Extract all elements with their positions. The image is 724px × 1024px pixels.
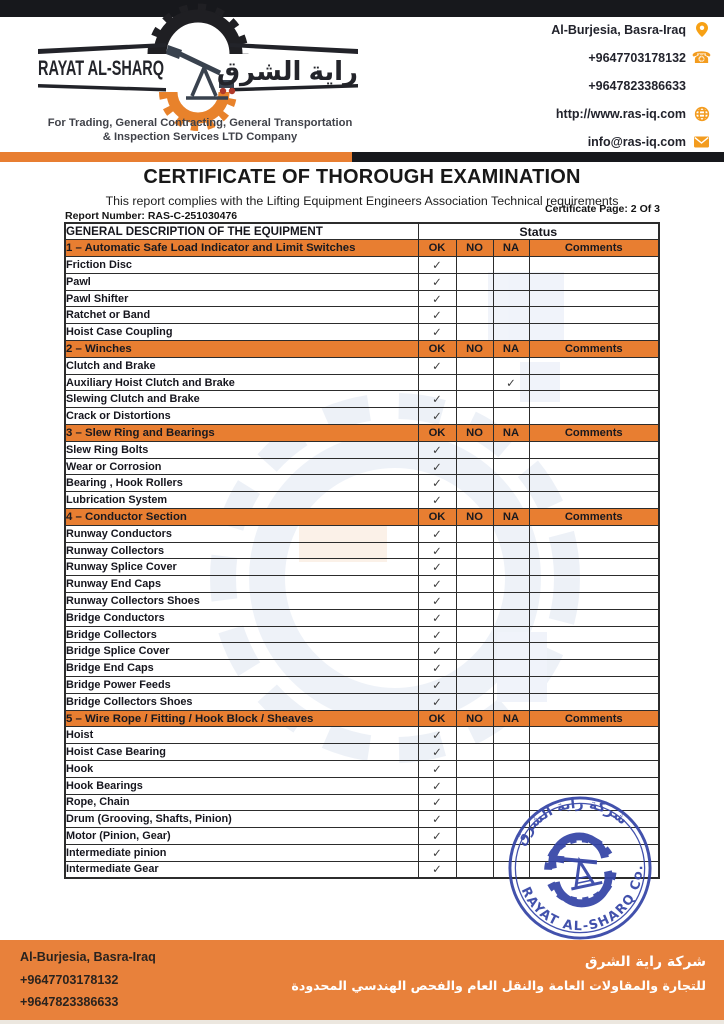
status-column-label: OK — [418, 425, 456, 442]
status-cell-ok: ✓ — [418, 257, 456, 274]
equipment-item-row — [65, 761, 659, 778]
item-label: Hoist — [65, 727, 418, 744]
equipment-item-row — [65, 593, 659, 610]
status-cell-comments — [529, 525, 659, 542]
status-cell-na — [493, 744, 529, 761]
status-cell-ok: ✓ — [418, 458, 456, 475]
status-column-label: NO — [456, 240, 493, 257]
status-cell-no — [456, 257, 493, 274]
equipment-item-row — [65, 693, 659, 710]
equipment-item-row — [65, 458, 659, 475]
empty-icon-slot — [693, 77, 710, 94]
status-cell-comments — [529, 257, 659, 274]
equipment-item-row — [65, 559, 659, 576]
item-label: Clutch and Brake — [65, 357, 418, 374]
item-label: Crack or Distortions — [65, 408, 418, 425]
contact-row-phone2 — [588, 75, 710, 96]
status-cell-ok: ✓ — [418, 609, 456, 626]
status-column-label: Comments — [529, 710, 659, 727]
status-cell-na — [493, 727, 529, 744]
section-title: 3 – Slew Ring and Bearings — [65, 425, 418, 442]
equipment-item-row — [65, 777, 659, 794]
status-cell-no — [456, 525, 493, 542]
status-cell-na — [493, 391, 529, 408]
equipment-item-row — [65, 357, 659, 374]
status-cell-no — [456, 273, 493, 290]
status-cell-no — [456, 374, 493, 391]
footer-phone1: +9647703178132 — [20, 972, 119, 987]
item-label: Drum (Grooving, Shafts, Pinion) — [65, 811, 418, 828]
equipment-item-row — [65, 475, 659, 492]
status-cell-no — [456, 391, 493, 408]
phone2-text: +9647823386633 — [588, 78, 686, 93]
envelope-icon — [693, 135, 710, 149]
company-logo — [26, 16, 374, 120]
status-cell-na — [493, 660, 529, 677]
item-label: Friction Disc — [65, 257, 418, 274]
item-label: Auxiliary Hoist Clutch and Brake — [65, 374, 418, 391]
contact-row-address — [551, 19, 710, 40]
footer-address: Al-Burjesia, Basra-Iraq — [20, 950, 156, 964]
status-cell-comments — [529, 626, 659, 643]
status-cell-na — [493, 559, 529, 576]
status-cell-no — [456, 441, 493, 458]
status-cell-no — [456, 693, 493, 710]
status-cell-comments — [529, 475, 659, 492]
status-cell-no — [456, 626, 493, 643]
status-cell-no — [456, 593, 493, 610]
status-column-label: NA — [493, 710, 529, 727]
status-cell-comments — [529, 441, 659, 458]
status-cell-no — [456, 761, 493, 778]
divider-orange-bar — [0, 152, 352, 162]
status-cell-na — [493, 408, 529, 425]
phone1-text: +9647703178132 — [588, 50, 686, 65]
status-cell-ok: ✓ — [418, 492, 456, 509]
equipment-item-row — [65, 273, 659, 290]
status-header: Status — [418, 223, 659, 240]
status-cell-ok: ✓ — [418, 475, 456, 492]
status-cell-comments — [529, 492, 659, 509]
status-column-label: NO — [456, 710, 493, 727]
equipment-item-row — [65, 744, 659, 761]
status-cell-no — [456, 475, 493, 492]
status-cell-ok: ✓ — [418, 542, 456, 559]
equipment-item-row — [65, 727, 659, 744]
status-cell-comments — [529, 290, 659, 307]
contact-row-website — [556, 104, 710, 125]
equipment-item-row — [65, 660, 659, 677]
item-label: Motor (Pinion, Gear) — [65, 828, 418, 845]
status-cell-comments — [529, 542, 659, 559]
status-cell-comments — [529, 458, 659, 475]
section-title: 2 – Winches — [65, 341, 418, 358]
status-cell-comments — [529, 559, 659, 576]
status-cell-ok: ✓ — [418, 761, 456, 778]
website-text: http://www.ras-iq.com — [555, 107, 686, 122]
status-cell-ok: ✓ — [418, 408, 456, 425]
email-text: info@ras-iq.com — [587, 135, 686, 150]
status-cell-comments — [529, 761, 659, 778]
status-cell-no — [456, 307, 493, 324]
footer-company-name-ar: شركة راية الشرق — [585, 954, 706, 970]
status-cell-na — [493, 307, 529, 324]
status-cell-na — [493, 441, 529, 458]
section-title: 1 – Automatic Safe Load Indicator and Limit Switches — [65, 240, 418, 257]
item-label: Hoist Case Coupling — [65, 324, 418, 341]
status-cell-ok: ✓ — [418, 693, 456, 710]
status-cell-na — [493, 324, 529, 341]
page-subtitle: This report complies with the Lifting Equipment Engineers Association Technical requirements — [105, 194, 619, 208]
equipment-item-row — [65, 307, 659, 324]
equipment-item-row — [65, 492, 659, 509]
item-label: Bridge Collectors Shoes — [65, 693, 418, 710]
status-cell-no — [456, 458, 493, 475]
footer-contact-block — [20, 946, 156, 1014]
item-label: Runway Conductors — [65, 525, 418, 542]
section-title: 5 – Wire Rope / Fitting / Hook Block / Sheaves — [65, 710, 418, 727]
status-cell-na — [493, 626, 529, 643]
status-cell-na — [493, 525, 529, 542]
status-cell-na: ✓ — [493, 374, 529, 391]
divider-black-bar — [352, 152, 724, 162]
status-cell-ok: ✓ — [418, 559, 456, 576]
status-cell-ok: ✓ — [418, 525, 456, 542]
item-label: Runway Collectors Shoes — [65, 593, 418, 610]
status-column-label: NO — [456, 341, 493, 358]
status-cell-na — [493, 357, 529, 374]
status-cell-no — [456, 492, 493, 509]
item-label: Runway End Caps — [65, 576, 418, 593]
footer-company-desc-ar: للتجارة والمقاولات العامة والنقل العام والفحص الهندسي المحدودة — [291, 978, 706, 993]
status-cell-comments — [529, 744, 659, 761]
equipment-item-row — [65, 374, 659, 391]
status-cell-ok: ✓ — [418, 660, 456, 677]
status-cell-na — [493, 593, 529, 610]
status-cell-ok: ✓ — [418, 811, 456, 828]
status-cell-ok: ✓ — [418, 861, 456, 878]
status-cell-na — [493, 290, 529, 307]
status-cell-ok: ✓ — [418, 626, 456, 643]
item-label: Rope, Chain — [65, 794, 418, 811]
status-column-label: NA — [493, 509, 529, 526]
status-column-label: Comments — [529, 240, 659, 257]
footer-phone2: +9647823386633 — [20, 995, 119, 1009]
status-cell-comments — [529, 609, 659, 626]
section-title: 4 – Conductor Section — [65, 509, 418, 526]
status-cell-no — [456, 408, 493, 425]
item-label: Pawl — [65, 273, 418, 290]
phone-icon: ☎ — [691, 48, 712, 68]
status-cell-comments — [529, 357, 659, 374]
status-cell-na — [493, 273, 529, 290]
item-label: Ratchet or Band — [65, 307, 418, 324]
status-column-label: OK — [418, 240, 456, 257]
equipment-item-row — [65, 677, 659, 694]
equipment-table — [64, 222, 660, 879]
status-cell-comments — [529, 324, 659, 341]
address-text: Al-Burjesia, Basra-Iraq — [551, 22, 686, 37]
status-cell-no — [456, 794, 493, 811]
status-cell-ok: ✓ — [418, 357, 456, 374]
item-label: Hook — [65, 761, 418, 778]
status-cell-comments — [529, 593, 659, 610]
status-cell-no — [456, 727, 493, 744]
status-cell-comments — [529, 693, 659, 710]
tagline-line-2: & Inspection Services LTD Company — [102, 131, 298, 143]
item-label: Hook Bearings — [65, 777, 418, 794]
status-cell-ok: ✓ — [418, 794, 456, 811]
status-cell-comments — [529, 307, 659, 324]
globe-icon — [694, 106, 710, 122]
equipment-item-row — [65, 525, 659, 542]
item-label: Runway Splice Cover — [65, 559, 418, 576]
status-cell-no — [456, 559, 493, 576]
status-cell-comments — [529, 677, 659, 694]
footer-company-block — [291, 950, 706, 998]
equipment-item-row — [65, 441, 659, 458]
status-column-label: Comments — [529, 341, 659, 358]
status-cell-ok: ✓ — [418, 744, 456, 761]
equipment-item-row — [65, 324, 659, 341]
equipment-item-row — [65, 408, 659, 425]
contact-row-phone1 — [588, 47, 710, 68]
status-cell-ok: ✓ — [418, 391, 456, 408]
status-cell-na — [493, 777, 529, 794]
status-column-label: NA — [493, 240, 529, 257]
status-cell-no — [456, 290, 493, 307]
status-cell-na — [493, 475, 529, 492]
status-cell-na — [493, 609, 529, 626]
equipment-item-row — [65, 542, 659, 559]
equipment-item-row — [65, 257, 659, 274]
item-label: Slew Ring Bolts — [65, 441, 418, 458]
status-cell-no — [456, 542, 493, 559]
brand-name-ar: راية الشرق — [216, 56, 358, 86]
status-cell-comments — [529, 273, 659, 290]
item-label: Intermediate pinion — [65, 844, 418, 861]
equipment-table-body — [65, 223, 659, 878]
status-cell-no — [456, 660, 493, 677]
contact-block — [551, 19, 710, 160]
item-label: Wear or Corrosion — [65, 458, 418, 475]
item-label: Hoist Case Bearing — [65, 744, 418, 761]
status-cell-comments — [529, 408, 659, 425]
status-column-label: OK — [418, 710, 456, 727]
status-cell-no — [456, 861, 493, 878]
table-header-row — [65, 223, 659, 240]
status-cell-na — [493, 761, 529, 778]
status-cell-ok: ✓ — [418, 828, 456, 845]
status-cell-ok: ✓ — [418, 290, 456, 307]
brand-name-en: RAYAT AL-SHARQ — [38, 57, 164, 80]
item-label: Intermediate Gear — [65, 861, 418, 878]
status-cell-no — [456, 811, 493, 828]
status-cell-no — [456, 643, 493, 660]
section-header-row — [65, 240, 659, 257]
status-cell-na — [493, 257, 529, 274]
top-bar — [0, 0, 724, 17]
tagline-line-1: For Trading, General Contracting, General Transportation — [47, 117, 353, 129]
brand-tagline — [26, 116, 374, 144]
status-cell-comments — [529, 391, 659, 408]
status-cell-no — [456, 777, 493, 794]
status-cell-no — [456, 677, 493, 694]
section-header-row — [65, 509, 659, 526]
status-column-label: OK — [418, 341, 456, 358]
status-cell-na — [493, 677, 529, 694]
footer — [0, 940, 724, 1020]
certificate-page-label: Certificate Page: 2 Of 3 — [545, 203, 660, 215]
status-cell-na — [493, 542, 529, 559]
company-stamp — [492, 780, 668, 956]
stamp-english-text: RAYAT AL-SHARQ Co. — [517, 863, 647, 935]
status-cell-comments — [529, 643, 659, 660]
status-cell-ok: ✓ — [418, 307, 456, 324]
status-cell-ok: ✓ — [418, 777, 456, 794]
item-label: Lubrication System — [65, 492, 418, 509]
stamp-arabic-text: شركة راية الشرق — [512, 795, 631, 849]
status-column-label: NO — [456, 509, 493, 526]
page-title: CERTIFICATE OF THOROUGH EXAMINATION — [143, 166, 581, 188]
status-cell-no — [456, 324, 493, 341]
item-label: Bridge Conductors — [65, 609, 418, 626]
equipment-item-row — [65, 609, 659, 626]
status-cell-no — [456, 576, 493, 593]
status-cell-comments — [529, 576, 659, 593]
status-column-label: NA — [493, 425, 529, 442]
status-cell-comments — [529, 660, 659, 677]
item-label: Bridge Power Feeds — [65, 677, 418, 694]
status-column-label: OK — [418, 509, 456, 526]
status-cell-na — [493, 693, 529, 710]
equipment-item-row — [65, 626, 659, 643]
status-cell-no — [456, 609, 493, 626]
item-label: Slewing Clutch and Brake — [65, 391, 418, 408]
status-cell-no — [456, 357, 493, 374]
section-header-row — [65, 341, 659, 358]
status-cell-ok: ✓ — [418, 324, 456, 341]
status-cell-ok — [418, 374, 456, 391]
status-cell-na — [493, 576, 529, 593]
item-label: Bridge Splice Cover — [65, 643, 418, 660]
equipment-item-row — [65, 391, 659, 408]
section-header-row — [65, 710, 659, 727]
status-cell-ok: ✓ — [418, 643, 456, 660]
status-cell-no — [456, 828, 493, 845]
item-label: Runway Collectors — [65, 542, 418, 559]
status-cell-na — [493, 492, 529, 509]
section-header-row — [65, 425, 659, 442]
equipment-item-row — [65, 576, 659, 593]
status-cell-comments — [529, 727, 659, 744]
item-label: Bridge End Caps — [65, 660, 418, 677]
status-column-label: NA — [493, 341, 529, 358]
status-cell-no — [456, 744, 493, 761]
item-label: Pawl Shifter — [65, 290, 418, 307]
location-pin-icon — [694, 21, 710, 38]
equipment-item-row — [65, 290, 659, 307]
status-column-label: Comments — [529, 509, 659, 526]
equipment-item-row — [65, 643, 659, 660]
status-cell-ok: ✓ — [418, 441, 456, 458]
bottom-edge-strip — [0, 1020, 724, 1024]
status-column-label: NO — [456, 425, 493, 442]
status-cell-ok: ✓ — [418, 576, 456, 593]
status-cell-ok: ✓ — [418, 727, 456, 744]
contact-row-email — [588, 132, 710, 153]
report-number-label: Report Number: RAS-C-251030476 — [65, 210, 238, 222]
status-cell-ok: ✓ — [418, 593, 456, 610]
status-cell-comments — [529, 374, 659, 391]
status-cell-ok: ✓ — [418, 677, 456, 694]
status-cell-ok: ✓ — [418, 844, 456, 861]
item-label: Bridge Collectors — [65, 626, 418, 643]
item-label: Bearing , Hook Rollers — [65, 475, 418, 492]
status-cell-na — [493, 458, 529, 475]
description-header: GENERAL DESCRIPTION OF THE EQUIPMENT — [65, 223, 418, 240]
status-cell-ok: ✓ — [418, 273, 456, 290]
status-cell-na — [493, 643, 529, 660]
status-column-label: Comments — [529, 425, 659, 442]
status-cell-no — [456, 844, 493, 861]
